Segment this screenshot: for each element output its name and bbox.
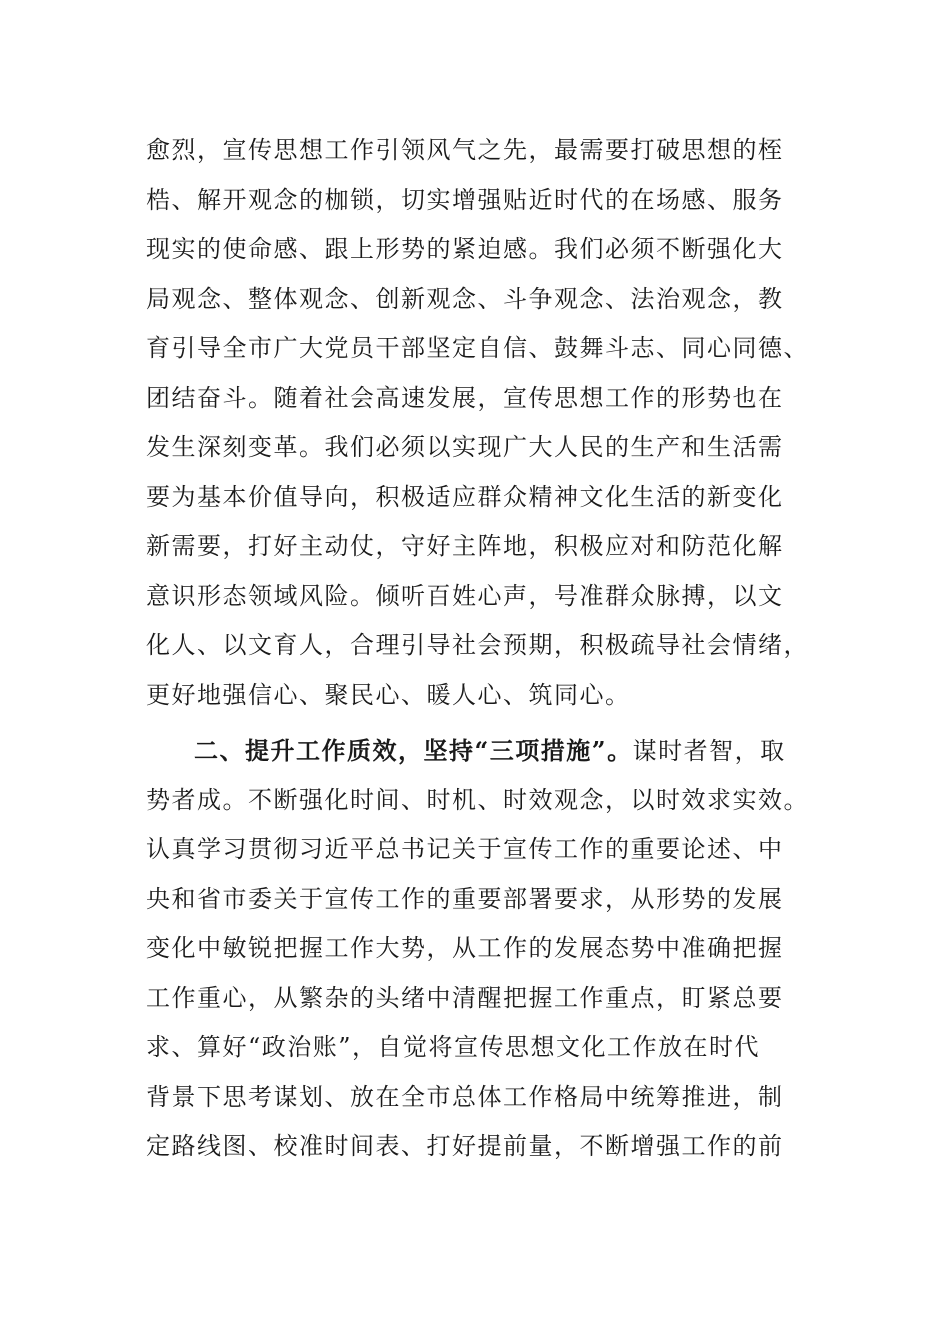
paragraph-line: 央和省市委关于宣传工作的重要部署要求，从形势的发展 — [146, 884, 784, 913]
paragraph-line: 化人、以文育人，合理引导社会预期，积极疏导社会情绪， — [146, 631, 809, 659]
paragraph-line: 工作重心，从繁杂的头绪中清醒把握工作重点，盯紧总要 — [146, 983, 784, 1012]
paragraph-line: 团结奋斗。随着社会高速发展，宣传思想工作的形势也在 — [146, 383, 784, 412]
paragraph-line: 新需要，打好主动仗，守好主阵地，积极应对和防范化解 — [146, 532, 784, 560]
section-heading: 二、提升工作质效，坚持“三项措施”。 — [194, 736, 633, 765]
paragraph-line: 势者成。不断强化时间、时机、时效观念，以时效求实效。 — [146, 785, 809, 814]
section-lead-text: 谋时者智，取 — [632, 737, 786, 765]
section-paragraph — [146, 726, 809, 1172]
paragraph-continuation — [146, 126, 809, 720]
paragraph-line: 育引导全市广大党员干部坚定自信、鼓舞斗志、同心同德、 — [146, 334, 809, 362]
paragraph-line: 现实的使命感、跟上形势的紧迫感。我们必须不断强化大 — [146, 235, 784, 263]
paragraph-line: 发生深刻变革。我们必须以实现广大人民的生产和生活需 — [146, 433, 784, 461]
paragraph-line: 定路线图、校准时间表、打好提前量，不断增强工作的前 — [146, 1132, 784, 1160]
paragraph-line: 局观念、整体观念、创新观念、斗争观念、法治观念，教 — [146, 284, 784, 313]
paragraph-line: 求、算好“政治账”，自觉将宣传思想文化工作放在时代 — [146, 1033, 761, 1061]
paragraph-line: 认真学习贯彻习近平总书记关于宣传工作的重要论述、中 — [146, 835, 784, 863]
paragraph-line: 梏、解开观念的枷锁，切实增强贴近时代的在场感、服务 — [146, 185, 784, 214]
paragraph-line: 变化中敏锐把握工作大势，从工作的发展态势中准确把握 — [146, 934, 784, 962]
paragraph-line: 更好地强信心、聚民心、暖人心、筑同心。 — [146, 680, 631, 709]
section-first-line — [146, 726, 806, 776]
paragraph-line: 要为基本价值导向，积极适应群众精神文化生活的新变化 — [146, 482, 784, 511]
paragraph-line: 愈烈，宣传思想工作引领风气之先，最需要打破思想的桎 — [146, 136, 784, 164]
paragraph-line: 背景下思考谋划、放在全市总体工作格局中统筹推进，制 — [146, 1082, 784, 1111]
paragraph-line: 意识形态领域风险。倾听百姓心声，号准群众脉搏，以文 — [146, 581, 784, 610]
